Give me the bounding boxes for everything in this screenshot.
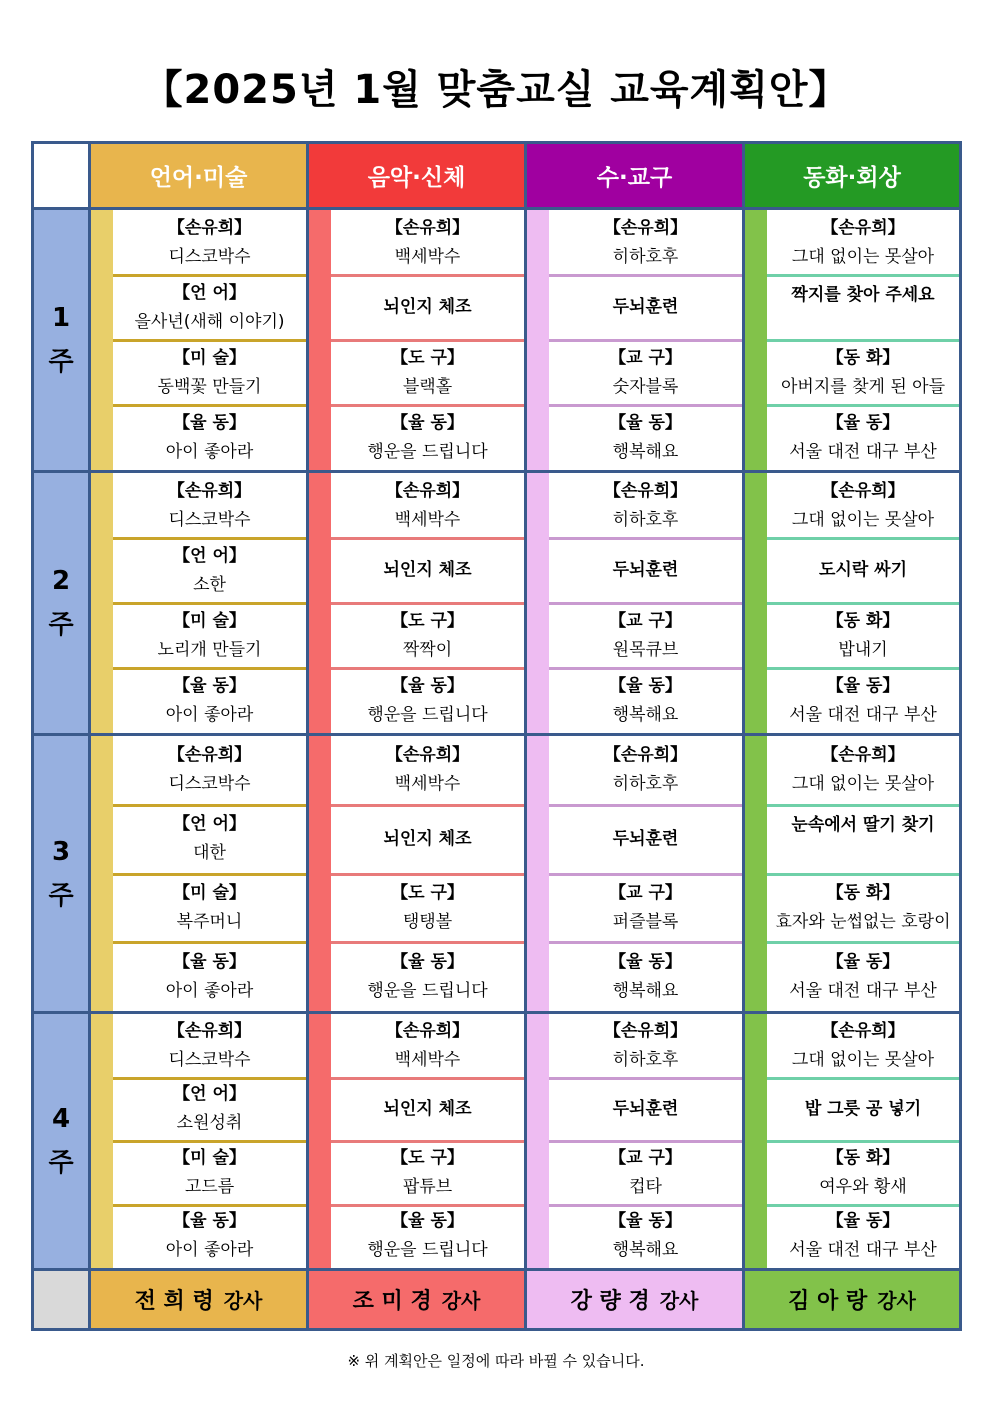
activity-name: 서울 대전 대구 부산 [789,1240,937,1261]
activity-name: 대한 [193,843,226,864]
activity-title: 뇌인지 체조 [383,828,472,849]
activity-cell [549,1014,742,1078]
activity-cell [113,1014,306,1078]
activity-column [309,210,527,470]
activity-cell [113,538,306,603]
activity-cell [767,942,959,1011]
activity-category: 【율 동】 [609,412,682,433]
week-unit: 주 [48,880,74,911]
activity-category: 【손유희】 [821,217,905,238]
activity-cell [113,1141,306,1205]
activity-cell [113,942,306,1011]
activity-category: 【교 구】 [609,882,682,903]
activity-cell [549,1205,742,1269]
activity-name: 백세박수 [394,774,461,795]
activity-column [527,473,745,733]
activity-cell [767,736,959,805]
activity-cell [331,736,524,805]
week-number: 2 [51,566,71,596]
activity-cell [331,874,524,943]
activity-category: 【손유희】 [167,745,252,766]
activity-name: 복주머니 [176,911,243,932]
activity-category: 【손유희】 [821,480,905,501]
activity-cell [549,805,742,874]
activity-cell [767,275,959,340]
header-language-art: 언어·미술 [91,144,309,210]
activity-cell [767,1205,959,1269]
activity-category: 【도 구】 [391,1147,464,1168]
activity-cell [767,405,959,470]
activity-name: 디스코박수 [168,1049,251,1070]
activity-category: 【손유희】 [167,1020,252,1041]
activity-cell [767,1014,959,1078]
activity-cell [113,1205,306,1269]
activity-name: 숫자블록 [612,376,679,397]
activity-category: 【손유희】 [385,217,470,238]
activity-name: 디스코박수 [168,774,251,795]
activity-name: 백세박수 [394,246,461,267]
activity-name: 탱탱볼 [402,911,453,932]
teacher-name: 조 미 경 [352,1289,432,1314]
teacher-row-corner [34,1268,91,1328]
activity-column [527,210,745,470]
activity-cell [331,210,524,275]
header-math-tools: 수·교구 [527,144,745,210]
activity-category: 【동 화】 [826,882,900,903]
activity-cell [767,210,959,275]
activity-name: 서울 대전 대구 부산 [789,441,937,462]
column-color-strip [745,736,767,1011]
activity-category: 【교 구】 [609,610,682,631]
teacher-role: 강사 [441,1289,481,1313]
activity-cell [113,874,306,943]
activity-column [745,473,959,733]
activity-name: 짝짝이 [402,639,453,660]
activity-cell [331,942,524,1011]
activity-cell [549,603,742,668]
activity-cell [767,1141,959,1205]
activity-column [745,210,959,470]
column-color-strip [745,473,767,733]
activity-category: 【율 동】 [609,675,682,696]
activity-name: 백세박수 [394,1049,461,1070]
activity-cell [113,473,306,538]
teacher-cell [91,1268,309,1328]
activity-category: 【미 술】 [173,1147,246,1168]
plan-table [31,141,962,1331]
header-music-body: 음악·신체 [309,144,527,210]
teacher-cell [309,1268,527,1328]
teacher-cell [527,1268,745,1328]
activity-cell [549,340,742,405]
activity-title: 눈속에서 딸기 찾기 [791,814,935,835]
activity-name: 을사년(새해 이야기) [134,311,285,332]
activity-category: 【손유희】 [821,1020,905,1041]
activity-column [745,1014,959,1268]
column-color-strip [527,1014,549,1268]
activity-cell [113,340,306,405]
column-color-strip [527,210,549,470]
activity-name: 동백꽃 만들기 [157,376,262,397]
activity-title: 짝지를 찾아 주세요 [791,285,935,305]
activity-category: 【율 동】 [609,951,682,972]
activity-column [745,736,959,1011]
activity-cell [331,1078,524,1142]
activity-name: 아이 좋아라 [165,1240,254,1261]
week-unit: 주 [48,1148,74,1178]
header-story-memory: 동화·회상 [745,144,959,210]
activity-cell [767,603,959,668]
activity-cell [331,805,524,874]
activity-cell [331,275,524,340]
week-label [34,210,91,470]
activity-category: 【손유희】 [603,217,688,238]
activity-cell [549,942,742,1011]
column-color-strip [91,736,113,1011]
activity-category: 【율 동】 [173,951,246,972]
teacher-name: 전 희 령 [134,1289,214,1314]
activity-name: 그대 없이는 못살아 [791,1049,935,1070]
activity-title: 뇌인지 체조 [383,297,472,317]
activity-name: 그대 없이는 못살아 [791,246,935,267]
column-color-strip [309,473,331,733]
teacher-name: 강 량 경 [570,1289,650,1314]
activity-category: 【율 동】 [391,412,464,433]
activity-category: 【손유희】 [603,1020,688,1041]
activity-name: 그대 없이는 못살아 [791,509,935,530]
activity-cell [549,405,742,470]
activity-category: 【도 구】 [391,882,464,903]
activity-name: 디스코박수 [168,509,251,530]
week-unit: 주 [48,347,74,377]
activity-category: 【손유희】 [167,217,252,238]
activity-cell [767,805,959,874]
activity-title: 두뇌훈련 [612,828,679,849]
teacher-role: 강사 [877,1289,916,1313]
activity-category: 【미 술】 [173,882,246,903]
activity-cell [331,1014,524,1078]
activity-cell [113,275,306,340]
teacher-name: 김 아 랑 [788,1289,868,1314]
activity-cell [113,736,306,805]
activity-category: 【율 동】 [391,675,464,696]
activity-name: 행복해요 [612,1240,679,1261]
page-title: 【2025년 1월 맞춤교실 교육계획안】 [142,67,850,113]
column-color-strip [309,736,331,1011]
column-color-strip [527,473,549,733]
activity-category: 【손유희】 [385,745,470,766]
activity-name: 노리개 만들기 [157,639,262,660]
activity-name: 행복해요 [612,704,679,725]
activity-cell [113,405,306,470]
week-block-1 [34,210,959,470]
activity-column [309,1014,527,1268]
activity-cell [767,1078,959,1142]
activity-cell [113,668,306,733]
column-color-strip [91,473,113,733]
activity-column [527,736,745,1011]
activity-category: 【손유희】 [603,745,688,766]
activity-name: 백세박수 [394,509,461,530]
activity-category: 【율 동】 [391,951,464,972]
week-number: 1 [51,303,71,333]
activity-cell [331,603,524,668]
activity-column [91,1014,309,1268]
activity-category: 【동 화】 [826,1147,900,1168]
activity-cell [113,603,306,668]
activity-cell [767,473,959,538]
column-color-strip [745,1014,767,1268]
activity-cell [331,1141,524,1205]
activity-category: 【언 어】 [173,814,246,835]
activity-category: 【율 동】 [826,412,900,433]
activity-cell [331,340,524,405]
activity-name: 여우와 황새 [819,1176,907,1197]
activity-cell [549,1141,742,1205]
activity-column [309,473,527,733]
activity-name: 히하호후 [612,774,679,795]
activity-name: 그대 없이는 못살아 [791,774,935,795]
activity-column [91,210,309,470]
activity-category: 【교 구】 [609,1147,682,1168]
activity-name: 행운을 드립니다 [367,704,488,725]
activity-name: 히하호후 [612,509,679,530]
column-color-strip [309,1014,331,1268]
activity-column [91,736,309,1011]
activity-category: 【언 어】 [173,545,246,566]
activity-category: 【교 구】 [609,347,682,368]
activity-category: 【손유희】 [821,745,905,766]
activity-category: 【동 화】 [826,347,900,368]
activity-category: 【도 구】 [391,347,464,368]
activity-name: 블랙홀 [402,376,453,397]
activity-cell [113,210,306,275]
week-number: 3 [51,836,71,867]
teacher-role: 강사 [659,1289,699,1313]
activity-name: 컵타 [629,1176,662,1197]
activity-name: 히하호후 [612,1049,679,1070]
activity-name: 소원성취 [176,1113,243,1134]
activity-category: 【율 동】 [826,1211,900,1232]
activity-cell [549,874,742,943]
activity-name: 행운을 드립니다 [367,441,488,462]
activity-name: 행운을 드립니다 [367,1240,488,1261]
column-color-strip [527,736,549,1011]
header-corner [34,144,91,210]
week-label [34,736,91,1011]
activity-name: 소한 [193,574,226,595]
activity-name: 아이 좋아라 [165,704,254,725]
week-label [34,1014,91,1268]
activity-name: 아이 좋아라 [165,980,254,1001]
footnote: ※ 위 계획안은 일정에 따라 바뀔 수 있습니다. [347,1352,645,1370]
teacher-row [34,1268,959,1328]
week-unit: 주 [48,610,74,640]
activity-cell [767,668,959,733]
activity-category: 【율 동】 [826,675,900,696]
activity-cell [549,1078,742,1142]
activity-title: 도시락 싸기 [818,560,908,580]
activity-cell [549,275,742,340]
activity-name: 행운을 드립니다 [367,980,488,1001]
activity-cell [549,210,742,275]
activity-name: 서울 대전 대구 부산 [789,704,937,725]
activity-cell [549,736,742,805]
activity-category: 【율 동】 [391,1211,464,1232]
activity-cell [767,538,959,603]
activity-cell [549,538,742,603]
activity-column [309,736,527,1011]
column-color-strip [745,210,767,470]
activity-name: 고드름 [184,1176,235,1197]
activity-title: 두뇌훈련 [612,560,679,580]
column-color-strip [91,210,113,470]
activity-category: 【율 동】 [826,951,900,972]
activity-category: 【언 어】 [173,282,246,303]
activity-column [91,473,309,733]
activity-title: 밥 그릇 공 넣기 [804,1098,922,1119]
activity-name: 아이 좋아라 [165,441,254,462]
activity-category: 【율 동】 [173,1211,246,1232]
activity-category: 【율 동】 [173,675,246,696]
activity-cell [331,473,524,538]
teacher-role: 강사 [223,1289,263,1313]
activity-name: 퍼즐블록 [612,911,679,932]
activity-category: 【손유희】 [385,480,470,501]
week-label [34,473,91,733]
week-block-4 [34,1014,959,1268]
activity-cell [331,538,524,603]
activity-name: 행복해요 [612,980,679,1001]
activity-cell [113,805,306,874]
column-color-strip [91,1014,113,1268]
activity-category: 【손유희】 [167,480,252,501]
activity-category: 【동 화】 [826,610,900,631]
activity-category: 【미 술】 [173,347,246,368]
activity-title: 두뇌훈련 [612,297,679,317]
activity-name: 원목큐브 [612,639,679,660]
activity-name: 행복해요 [612,441,679,462]
activity-name: 밥내기 [838,639,888,660]
activity-category: 【미 술】 [173,610,246,631]
activity-category: 【도 구】 [391,610,464,631]
week-block-3 [34,736,959,1011]
activity-cell [767,340,959,405]
activity-category: 【손유희】 [385,1020,470,1041]
activity-category: 【언 어】 [173,1084,246,1105]
activity-column [527,1014,745,1268]
activity-category: 【율 동】 [173,412,246,433]
activity-title: 뇌인지 체조 [383,1098,472,1119]
activity-title: 뇌인지 체조 [383,560,472,580]
week-block-2 [34,473,959,733]
activity-cell [331,1205,524,1269]
activity-name: 디스코박수 [168,246,251,267]
column-color-strip [309,210,331,470]
activity-cell [549,473,742,538]
activity-name: 팝튜브 [402,1176,453,1197]
activity-category: 【율 동】 [609,1211,682,1232]
activity-cell [113,1078,306,1142]
teacher-cell [745,1268,959,1328]
activity-cell [331,405,524,470]
activity-name: 히하호후 [612,246,679,267]
activity-cell [331,668,524,733]
activity-title: 두뇌훈련 [612,1098,679,1119]
activity-name: 효자와 눈썹없는 호랑이 [775,911,951,932]
activity-cell [767,874,959,943]
activity-name: 서울 대전 대구 부산 [789,980,937,1001]
activity-name: 아버지를 찾게 된 아들 [780,376,945,397]
week-number: 4 [51,1104,71,1134]
activity-cell [549,668,742,733]
activity-category: 【손유희】 [603,480,688,501]
